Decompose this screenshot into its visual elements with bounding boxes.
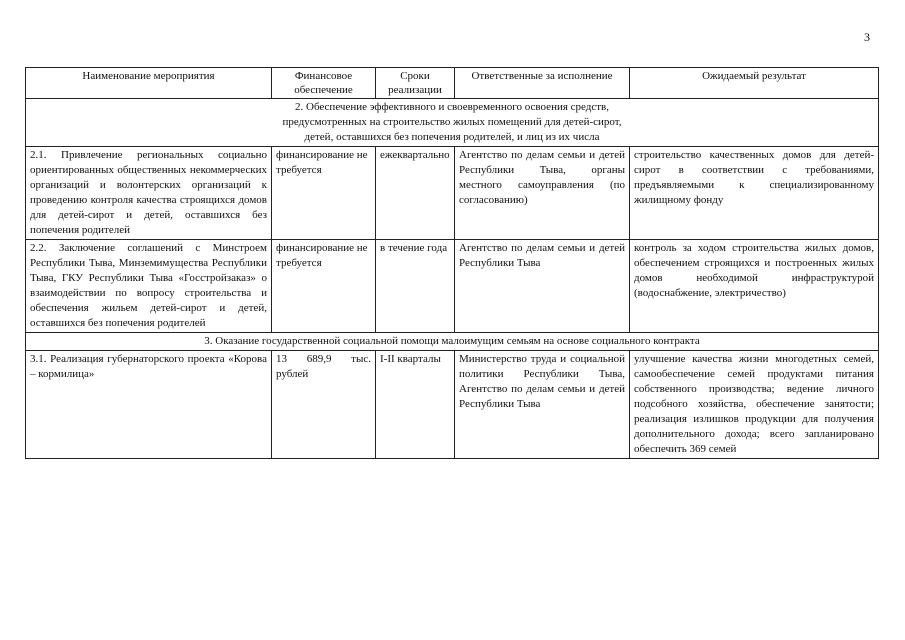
- section-2-title: [26, 99, 879, 147]
- cell-result: контроль за ходом строительства жилых домов, обеспечением строящихся и построенных жилых домов необходимой инфраструктурой (водоснабжение, электричество): [630, 240, 879, 333]
- cell-term: в течение года: [376, 240, 455, 333]
- cell-result: улучшение качества жизни многодетных семей, самообеспечение семей продуктами питания собственного производства; ведение личного подсобного хозяйства, обеспечение занятости; реализация излишков продукции для получения дополнительного дохода; всего запланировано обеспечить 369 семей: [630, 351, 879, 459]
- section-3-title: 3. Оказание государственной социальной помощи малоимущим семьям на основе социального контракта: [26, 333, 879, 351]
- cell-name: 2.1. Привлечение региональных социально ориентированных общественных некоммерческих организаций и волонтерских организаций к проведению контроля качества строящихся домов для детей-сирот и детей, оставшихся без попечения родителей: [26, 147, 272, 240]
- section-2-title-line-2: предусмотренных на строительство жилых помещений для детей-сирот,: [282, 116, 622, 128]
- header-expected-result: Ожидаемый результат: [630, 68, 879, 99]
- section-2-title-line-3: детей, оставшихся без попечения родителей, и лиц из их числа: [304, 131, 600, 143]
- header-activity-name: Наименование мероприятия: [26, 68, 272, 99]
- cell-finance: финансирование не требуется: [272, 147, 376, 240]
- header-financing: Финансовое обеспечение: [272, 68, 376, 99]
- cell-responsible: Министерство труда и социальной политики Республики Тыва, Агентство по делам семьи и детей Республики Тыва: [455, 351, 630, 459]
- cell-name: 2.2. Заключение соглашений с Минстроем Республики Тыва, Минземимущества Республики Тыва, ГКУ Республики Тыва «Госстройзаказ» о взаимодействии по вопросу строительства и обеспечения жильем детей-сирот и детей, оставшихся без попечения родителей: [26, 240, 272, 333]
- section-3-row: [26, 333, 879, 351]
- cell-result: строительство качественных домов для детей-сирот в соответствии с требованиями, предъявляемыми к специализированному жилищному фонду: [630, 147, 879, 240]
- table-row-2-1: [26, 147, 879, 240]
- cell-responsible: Агентство по делам семьи и детей Республики Тыва, органы местного самоуправления (по согласованию): [455, 147, 630, 240]
- cell-name: 3.1. Реализация губернаторского проекта «Корова – кормилица»: [26, 351, 272, 459]
- action-plan-table: [25, 67, 879, 459]
- cell-finance: финансирование не требуется: [272, 240, 376, 333]
- header-deadlines: Сроки реализации: [376, 68, 455, 99]
- section-2-title-line-1: 2. Обеспечение эффективного и своевременного освоения средств,: [295, 101, 609, 113]
- table-row-2-2: [26, 240, 879, 333]
- header-responsible: Ответственные за исполнение: [455, 68, 630, 99]
- page-number: 3: [864, 30, 870, 44]
- cell-term: I-II кварталы: [376, 351, 455, 459]
- table-header-row: [26, 68, 879, 99]
- cell-finance: 13 689,9 тыс. рублей: [272, 351, 376, 459]
- cell-term: ежеквартально: [376, 147, 455, 240]
- cell-responsible: Агентство по делам семьи и детей Республики Тыва: [455, 240, 630, 333]
- table-row-3-1: [26, 351, 879, 459]
- section-2-row: [26, 99, 879, 147]
